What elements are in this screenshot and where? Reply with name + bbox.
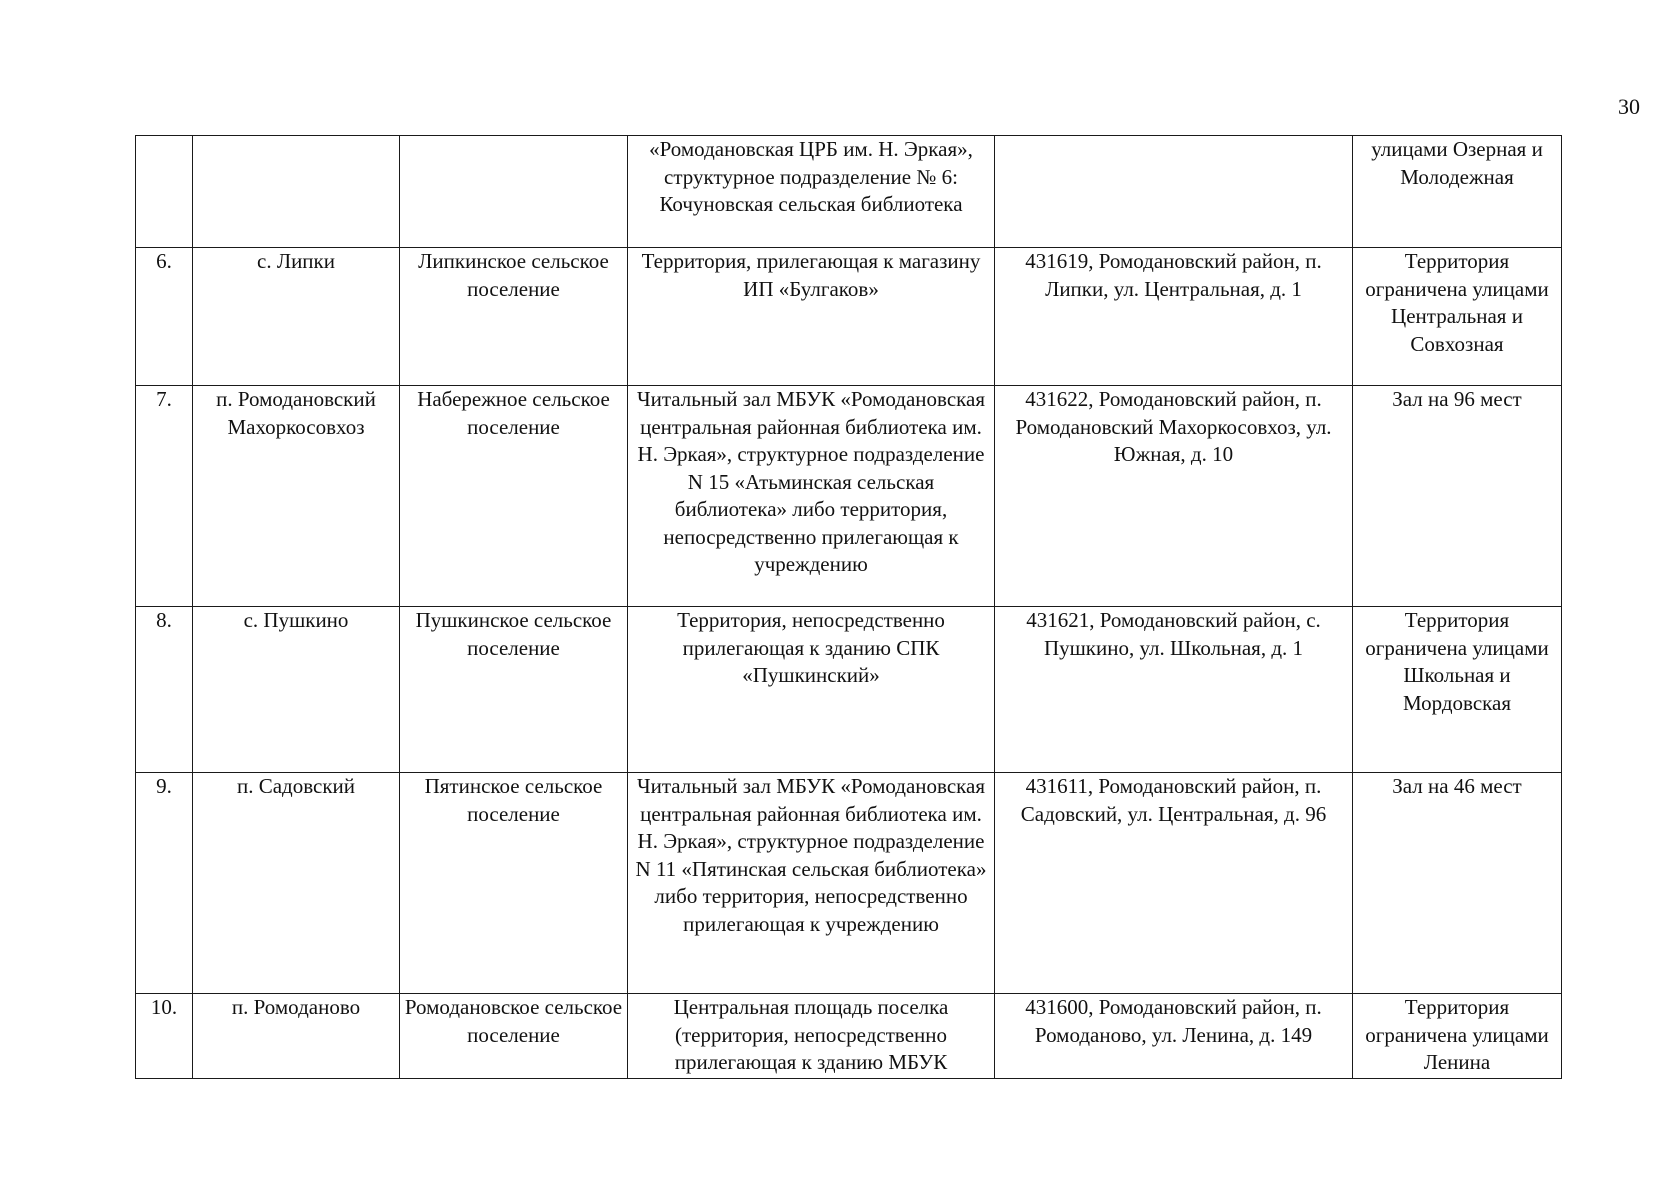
row-number-cell: 10. [136,994,193,1079]
polling-places-table [135,135,1562,1079]
address-cell [995,136,1353,248]
municipality-cell: Набережное сельское поселение [400,386,628,607]
table-row [136,136,1562,248]
row-number-cell [136,136,193,248]
municipality-cell: Ромодановское сельское поселение [400,994,628,1079]
place-cell: «Ромодановская ЦРБ им. Н. Эркая», структурное подразделение № 6: Кочуновская сельская библиотека [628,136,995,248]
place-cell: Территория, непосредственно прилегающая к зданию СПК «Пушкинский» [628,607,995,773]
settlement-cell: п. Ромодановский Махоркосовхоз [193,386,400,607]
place-cell: Читальный зал МБУК «Ромодановская центральная районная библиотека им. Н. Эркая», структурное подразделение N 15 «Атьминская сельская библиотека» либо территория, непосредственно прилегающая к учреждению [628,386,995,607]
note-cell: улицами Озерная и Молодежная [1353,136,1562,248]
settlement-cell [193,136,400,248]
settlement-cell: п. Ромоданово [193,994,400,1079]
place-cell: Центральная площадь поселка (территория, непосредственно прилегающая к зданию МБУК [628,994,995,1079]
municipality-cell: Пятинское сельское поселение [400,773,628,994]
note-cell: Территория ограничена улицами Школьная и Мордовская [1353,607,1562,773]
table-row [136,773,1562,994]
municipality-cell: Пушкинское сельское поселение [400,607,628,773]
row-number-cell: 7. [136,386,193,607]
settlement-cell: п. Садовский [193,773,400,994]
address-cell: 431621, Ромодановский район, с. Пушкино, ул. Школьная, д. 1 [995,607,1353,773]
note-cell: Территория ограничена улицами Центральная и Совхозная [1353,248,1562,386]
municipality-cell [400,136,628,248]
settlement-cell: с. Липки [193,248,400,386]
page-number: 30 [1618,94,1640,119]
table-row [136,386,1562,607]
address-cell: 431600, Ромодановский район, п. Ромоданово, ул. Ленина, д. 149 [995,994,1353,1079]
table-row [136,248,1562,386]
note-cell: Зал на 46 мест [1353,773,1562,994]
place-cell: Читальный зал МБУК «Ромодановская центральная районная библиотека им. Н. Эркая», структурное подразделение N 11 «Пятинская сельская библиотека» либо территория, непосредственно прилегающая к учреждению [628,773,995,994]
row-number-cell: 8. [136,607,193,773]
place-cell: Территория, прилегающая к магазину ИП «Булгаков» [628,248,995,386]
address-cell: 431611, Ромодановский район, п. Садовский, ул. Центральная, д. 96 [995,773,1353,994]
row-number-cell: 9. [136,773,193,994]
note-cell: Территория ограничена улицами Ленина [1353,994,1562,1079]
municipality-cell: Липкинское сельское поселение [400,248,628,386]
table-row [136,994,1562,1079]
note-cell: Зал на 96 мест [1353,386,1562,607]
row-number-cell: 6. [136,248,193,386]
address-cell: 431622, Ромодановский район, п. Ромодановский Махоркосовхоз, ул. Южная, д. 10 [995,386,1353,607]
address-cell: 431619, Ромодановский район, п. Липки, ул. Центральная, д. 1 [995,248,1353,386]
table-row [136,607,1562,773]
settlement-cell: с. Пушкино [193,607,400,773]
